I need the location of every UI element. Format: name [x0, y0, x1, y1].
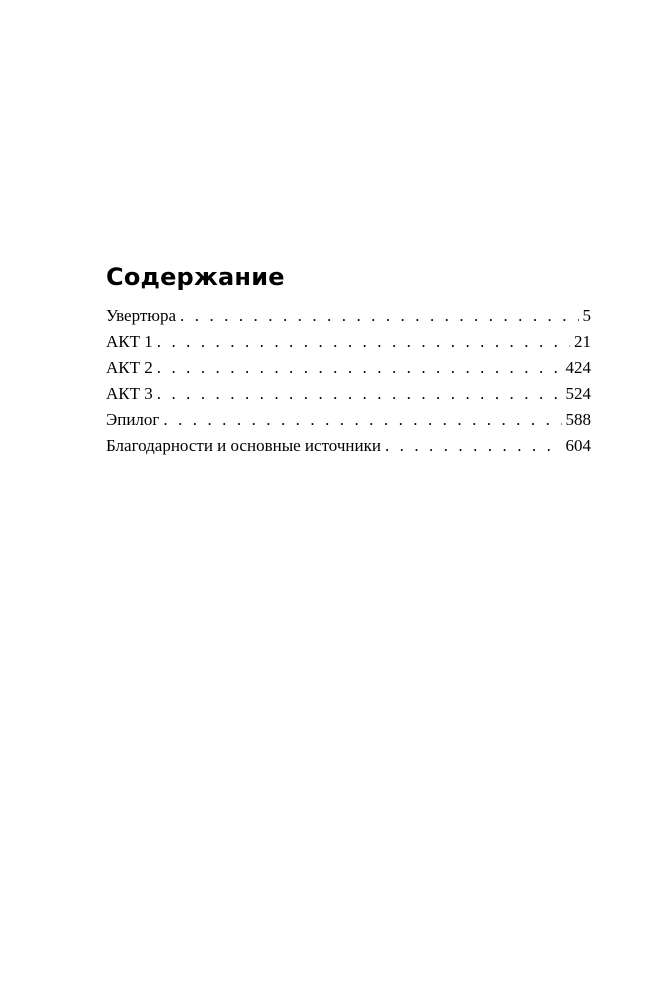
toc-entry-act-1[interactable] [106, 329, 591, 355]
toc-entry-label: Эпилог [106, 410, 160, 429]
toc-entry-label: Благодарности и основные источники [106, 436, 381, 455]
toc-entry-page-number: 424 [565, 358, 591, 377]
table-of-contents [106, 303, 591, 459]
dot-leader [180, 303, 578, 329]
toc-entry-page-number: 604 [565, 436, 591, 455]
toc-entry-page-number: 588 [565, 410, 591, 429]
toc-entry-page-number: 524 [565, 384, 591, 403]
toc-entry-epilogue[interactable] [106, 407, 591, 433]
dot-leader [157, 329, 570, 355]
toc-entry-page-number: 21 [574, 332, 591, 351]
toc-entry-page-number: 5 [582, 306, 591, 325]
toc-entry-acknowledgements[interactable] [106, 433, 591, 459]
toc-entry-overture[interactable] [106, 303, 591, 329]
dot-leader [385, 433, 562, 459]
toc-entry-label: Увертюра [106, 306, 177, 325]
toc-entry-act-2[interactable] [106, 355, 591, 381]
toc-entry-label: АКТ 2 [106, 358, 153, 377]
toc-entry-label: АКТ 3 [106, 384, 153, 403]
toc-entry-label: АКТ 1 [106, 332, 153, 351]
dot-leader [157, 355, 562, 381]
dot-leader [163, 407, 561, 433]
dot-leader [157, 381, 562, 407]
page-title: Содержание [106, 263, 285, 291]
toc-entry-act-3[interactable] [106, 381, 591, 407]
